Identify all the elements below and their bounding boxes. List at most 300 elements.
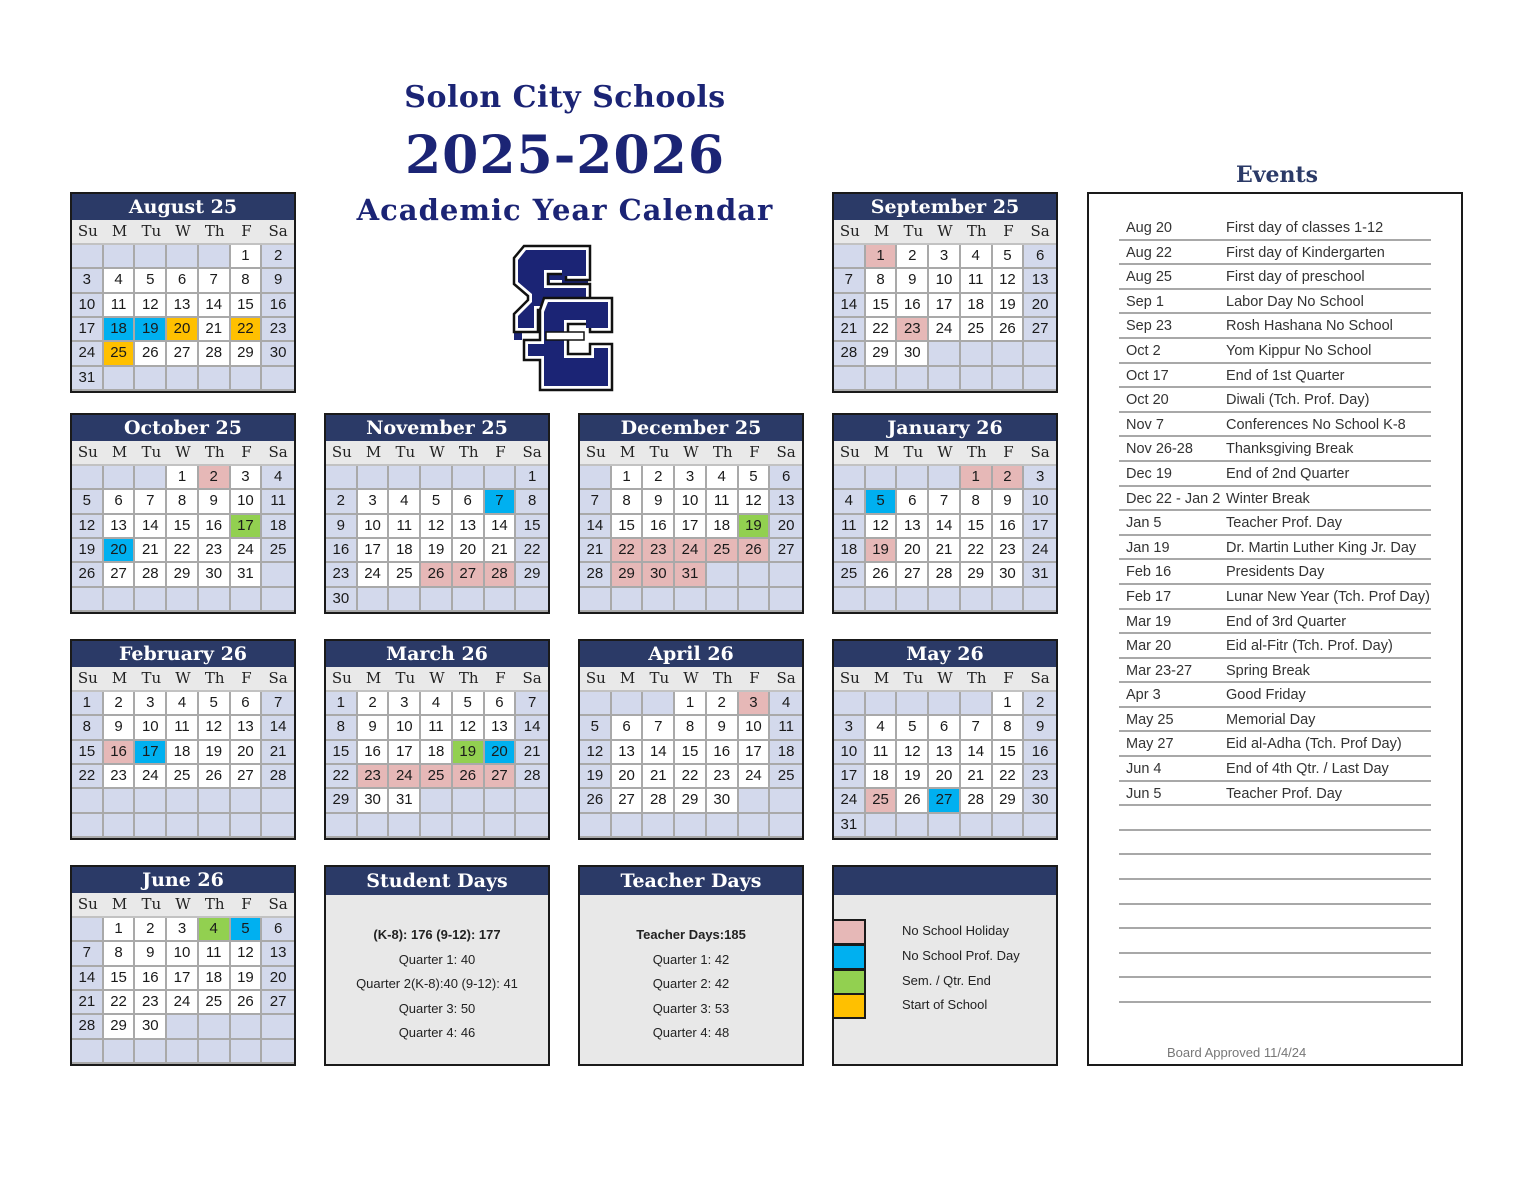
day-cell: 10 <box>72 294 104 318</box>
empty-cell <box>421 789 453 813</box>
blank-event-line <box>1119 929 1431 954</box>
empty-cell <box>231 814 263 838</box>
day-cell: 7 <box>135 490 167 514</box>
day-cell: 26 <box>453 765 485 789</box>
empty-cell <box>135 367 167 391</box>
day-cell: 14 <box>580 515 612 539</box>
day-cell: 7 <box>580 490 612 514</box>
day-cell: 15 <box>993 741 1025 765</box>
day-cell: 2 <box>1024 692 1056 716</box>
empty-cell <box>834 367 866 391</box>
day-cell: 23 <box>135 991 167 1015</box>
day-cell: 25 <box>421 765 453 789</box>
day-cell: 3 <box>739 692 771 716</box>
empty-cell <box>866 588 898 612</box>
day-cell: 21 <box>72 991 104 1015</box>
events-list <box>1119 216 1431 1003</box>
day-cell: 18 <box>866 765 898 789</box>
legend-item-prof-day <box>834 944 1056 968</box>
day-cell: 19 <box>897 765 929 789</box>
day-cell: 15 <box>961 515 993 539</box>
day-cell: 16 <box>1024 741 1056 765</box>
day-cell: 14 <box>485 515 517 539</box>
day-cell: 5 <box>897 716 929 740</box>
day-cell: 12 <box>135 294 167 318</box>
empty-cell <box>707 563 739 587</box>
empty-cell <box>326 466 358 490</box>
day-cell: 20 <box>612 765 644 789</box>
holiday-swatch-icon <box>832 919 866 945</box>
event-date: Oct 20 <box>1126 392 1169 409</box>
weekday-label: W <box>175 222 191 240</box>
weekday-header <box>72 667 294 692</box>
event-label: Eid al-Fitr (Tch. Prof. Day) <box>1226 638 1393 655</box>
empty-cell <box>167 1040 199 1064</box>
legend-label: No School Prof. Day <box>902 948 1020 963</box>
event-row <box>1119 487 1431 512</box>
event-row <box>1119 536 1431 561</box>
empty-cell <box>389 588 421 612</box>
day-cell: 13 <box>1024 269 1056 293</box>
empty-cell <box>135 1040 167 1064</box>
day-cell: 29 <box>516 563 548 587</box>
day-cell: 3 <box>167 918 199 942</box>
empty-cell <box>929 367 961 391</box>
weekday-label: W <box>175 895 191 913</box>
weekday-header <box>326 667 548 692</box>
empty-cell <box>262 563 294 587</box>
legend-item-start <box>834 993 1056 1017</box>
day-cell: 2 <box>707 692 739 716</box>
day-cell: 19 <box>199 741 231 765</box>
teacher-days-q4: Quarter 4: 48 <box>652 1025 730 1041</box>
empty-cell <box>199 245 231 269</box>
empty-cell <box>453 814 485 838</box>
day-cell: 18 <box>421 741 453 765</box>
day-cell: 10 <box>675 490 707 514</box>
empty-cell <box>770 814 802 838</box>
weekday-header <box>580 667 802 692</box>
day-cell: 24 <box>739 765 771 789</box>
day-cell: 28 <box>643 789 675 813</box>
empty-cell <box>262 814 294 838</box>
event-row <box>1119 388 1431 413</box>
day-cell: 7 <box>834 269 866 293</box>
day-cell: 8 <box>961 490 993 514</box>
student-days-total: (K-8): 176 (9-12): 177 <box>373 927 501 942</box>
day-cell: 21 <box>580 539 612 563</box>
event-date: Mar 20 <box>1126 638 1172 655</box>
empty-cell <box>1024 367 1056 391</box>
day-cell: 13 <box>485 716 517 740</box>
day-cell: 28 <box>199 342 231 366</box>
event-date: May 27 <box>1126 736 1174 753</box>
day-cell: 11 <box>389 515 421 539</box>
day-cell: 17 <box>1024 515 1056 539</box>
day-cell: 17 <box>739 741 771 765</box>
day-cell: 4 <box>834 490 866 514</box>
weekday-label: F <box>495 443 506 461</box>
day-cell: 8 <box>612 490 644 514</box>
day-cell: 10 <box>358 515 390 539</box>
day-cell: 7 <box>262 692 294 716</box>
empty-cell <box>421 588 453 612</box>
empty-cell <box>358 588 390 612</box>
empty-cell <box>612 692 644 716</box>
event-label: Lunar New Year (Tch. Prof Day) <box>1226 588 1430 605</box>
day-cell: 14 <box>199 294 231 318</box>
day-cell: 31 <box>231 563 263 587</box>
event-date: Oct 2 <box>1126 342 1161 359</box>
weekday-label: Sa <box>268 443 288 461</box>
day-cell: 8 <box>866 269 898 293</box>
day-cell: 21 <box>516 741 548 765</box>
day-cell: 11 <box>834 515 866 539</box>
weekday-label: Su <box>77 895 98 913</box>
day-cell: 19 <box>421 539 453 563</box>
day-cell: 4 <box>770 692 802 716</box>
day-cell: 27 <box>897 563 929 587</box>
weekday-label: Tu <box>395 669 416 687</box>
month-may-2026 <box>832 639 1058 840</box>
day-cell: 23 <box>199 539 231 563</box>
weekday-label: Sa <box>522 443 542 461</box>
event-row <box>1119 708 1431 733</box>
teacher-days-q1: Quarter 1: 42 <box>652 951 730 967</box>
day-cell: 9 <box>897 269 929 293</box>
empty-cell <box>834 245 866 269</box>
weekday-label: W <box>937 443 953 461</box>
empty-cell <box>389 466 421 490</box>
qtr-end-swatch-icon <box>832 969 866 995</box>
day-cell: 2 <box>262 245 294 269</box>
day-cell: 18 <box>961 294 993 318</box>
day-cell: 1 <box>866 245 898 269</box>
empty-cell <box>612 588 644 612</box>
empty-cell <box>993 367 1025 391</box>
day-cell: 8 <box>326 716 358 740</box>
day-cell: 14 <box>929 515 961 539</box>
weekday-label: Su <box>331 669 352 687</box>
event-row <box>1119 265 1431 290</box>
day-cell: 4 <box>961 245 993 269</box>
day-cell: 20 <box>897 539 929 563</box>
weekday-label: M <box>873 443 890 461</box>
event-row <box>1119 314 1431 339</box>
student-days-q3: Quarter 3: 50 <box>398 1000 476 1016</box>
day-cell: 27 <box>167 342 199 366</box>
day-cell: 13 <box>262 942 294 966</box>
empty-cell <box>485 814 517 838</box>
day-cell: 14 <box>643 741 675 765</box>
day-cell: 12 <box>231 942 263 966</box>
day-cell: 17 <box>929 294 961 318</box>
empty-cell <box>231 789 263 813</box>
event-date: Jan 5 <box>1126 515 1162 532</box>
day-cell: 28 <box>834 342 866 366</box>
empty-cell <box>834 466 866 490</box>
empty-cell <box>1024 342 1056 366</box>
day-cell: 2 <box>199 466 231 490</box>
day-cell: 5 <box>580 716 612 740</box>
event-date: Sep 23 <box>1126 318 1172 335</box>
empty-cell <box>104 367 136 391</box>
weekday-label: W <box>937 222 953 240</box>
weekday-header <box>72 220 294 245</box>
day-cell: 10 <box>167 942 199 966</box>
empty-cell <box>72 1040 104 1064</box>
day-cell: 2 <box>135 918 167 942</box>
empty-cell <box>961 588 993 612</box>
day-cell: 14 <box>135 515 167 539</box>
weekday-label: F <box>1003 669 1014 687</box>
day-cell: 13 <box>231 716 263 740</box>
event-label: Thanksgiving Break <box>1226 441 1354 458</box>
day-cell: 22 <box>866 318 898 342</box>
event-label: First day of preschool <box>1226 269 1365 286</box>
legend-label: No School Holiday <box>902 923 1009 938</box>
day-cell: 15 <box>516 515 548 539</box>
day-cell: 20 <box>453 539 485 563</box>
event-date: Oct 17 <box>1126 367 1169 384</box>
legend-item-qtr-end <box>834 969 1056 993</box>
empty-cell <box>231 1040 263 1064</box>
day-cell: 15 <box>231 294 263 318</box>
day-cell: 30 <box>897 342 929 366</box>
day-cell: 25 <box>167 765 199 789</box>
empty-cell <box>770 588 802 612</box>
event-row <box>1119 437 1431 462</box>
weekday-label: Sa <box>1030 443 1050 461</box>
event-label: End of 1st Quarter <box>1226 367 1345 384</box>
event-row <box>1119 634 1431 659</box>
day-cell: 6 <box>453 490 485 514</box>
day-cell: 8 <box>516 490 548 514</box>
day-cell: 19 <box>993 294 1025 318</box>
day-cell: 24 <box>834 789 866 813</box>
empty-cell <box>897 367 929 391</box>
weekday-label: Th <box>712 669 733 687</box>
day-cell: 11 <box>262 490 294 514</box>
month-june-2026 <box>70 865 296 1066</box>
blank-event-line <box>1119 806 1431 831</box>
event-date: Jan 19 <box>1126 539 1170 556</box>
day-cell: 29 <box>993 789 1025 813</box>
day-cell: 2 <box>326 490 358 514</box>
day-cell: 20 <box>231 741 263 765</box>
weekday-label: Tu <box>395 443 416 461</box>
weekday-label: Th <box>458 443 479 461</box>
day-cell: 27 <box>1024 318 1056 342</box>
event-date: Nov 26-28 <box>1126 441 1193 458</box>
empty-cell <box>929 692 961 716</box>
teacher-days-total: Teacher Days:185 <box>636 927 746 942</box>
day-cell: 1 <box>72 692 104 716</box>
empty-cell <box>167 1015 199 1039</box>
event-date: Jun 5 <box>1126 785 1162 802</box>
day-cell: 16 <box>104 741 136 765</box>
day-cell: 25 <box>707 539 739 563</box>
day-cell: 6 <box>929 716 961 740</box>
weekday-header <box>834 441 1056 466</box>
day-cell: 8 <box>104 942 136 966</box>
event-date: Aug 22 <box>1126 244 1172 261</box>
empty-cell <box>929 814 961 838</box>
empty-cell <box>167 245 199 269</box>
day-cell: 3 <box>135 692 167 716</box>
day-cell: 27 <box>262 991 294 1015</box>
day-cell: 29 <box>167 563 199 587</box>
day-cell: 15 <box>866 294 898 318</box>
day-cell: 22 <box>675 765 707 789</box>
empty-cell <box>231 367 263 391</box>
weekday-label: Th <box>204 443 225 461</box>
empty-cell <box>1024 588 1056 612</box>
event-row <box>1119 757 1431 782</box>
day-cell: 21 <box>643 765 675 789</box>
day-cell: 7 <box>485 490 517 514</box>
weekday-label: F <box>495 669 506 687</box>
day-cell: 5 <box>421 490 453 514</box>
empty-cell <box>453 466 485 490</box>
event-label: Yom Kippur No School <box>1226 342 1372 359</box>
day-cell: 12 <box>580 741 612 765</box>
day-cell: 1 <box>993 692 1025 716</box>
day-cell: 6 <box>262 918 294 942</box>
weekday-label: M <box>619 443 636 461</box>
day-cell: 19 <box>739 515 771 539</box>
empty-cell <box>707 588 739 612</box>
event-label: Eid al-Adha (Tch. Prof Day) <box>1226 736 1402 753</box>
weekday-label: Su <box>77 222 98 240</box>
weekday-label: Sa <box>1030 222 1050 240</box>
empty-cell <box>358 466 390 490</box>
empty-cell <box>485 789 517 813</box>
event-label: Conferences No School K-8 <box>1226 416 1406 433</box>
day-cell: 21 <box>961 765 993 789</box>
day-cell: 10 <box>834 741 866 765</box>
empty-cell <box>580 466 612 490</box>
day-cell: 28 <box>485 563 517 587</box>
day-cell: 6 <box>770 466 802 490</box>
weekday-label: Sa <box>268 895 288 913</box>
day-cell: 20 <box>262 967 294 991</box>
empty-cell <box>770 563 802 587</box>
day-cell: 18 <box>199 967 231 991</box>
weekday-label: Su <box>839 669 860 687</box>
day-cell: 24 <box>389 765 421 789</box>
day-cell: 27 <box>104 563 136 587</box>
empty-cell <box>135 466 167 490</box>
event-label: Spring Break <box>1226 662 1310 679</box>
weekday-label: M <box>619 669 636 687</box>
month-title: March 26 <box>326 641 548 667</box>
empty-cell <box>262 1015 294 1039</box>
day-cell: 25 <box>961 318 993 342</box>
month-september-2025 <box>832 192 1058 393</box>
day-cell: 10 <box>929 269 961 293</box>
day-cell: 29 <box>104 1015 136 1039</box>
day-cell: 4 <box>707 466 739 490</box>
event-label: End of 2nd Quarter <box>1226 465 1350 482</box>
empty-cell <box>72 245 104 269</box>
empty-cell <box>516 814 548 838</box>
student-days-q2: Quarter 2(K-8):40 (9-12): 41 <box>356 976 518 992</box>
weekday-label: Th <box>966 669 987 687</box>
empty-cell <box>104 1040 136 1064</box>
day-cell: 24 <box>929 318 961 342</box>
day-cell: 24 <box>358 563 390 587</box>
day-cell: 26 <box>739 539 771 563</box>
day-grid <box>72 245 294 391</box>
day-cell: 6 <box>897 490 929 514</box>
day-cell: 26 <box>866 563 898 587</box>
empty-cell <box>453 789 485 813</box>
day-cell: 28 <box>135 563 167 587</box>
weekday-label: Th <box>204 222 225 240</box>
day-cell: 9 <box>262 269 294 293</box>
start-swatch-icon <box>832 993 866 1019</box>
events-panel <box>1087 192 1463 1066</box>
legend-label: Sem. / Qtr. End <box>902 973 991 988</box>
day-cell: 3 <box>1024 466 1056 490</box>
weekday-label: F <box>1003 443 1014 461</box>
day-cell: 29 <box>675 789 707 813</box>
weekday-label: M <box>873 222 890 240</box>
empty-cell <box>199 367 231 391</box>
weekday-label: Sa <box>268 669 288 687</box>
empty-cell <box>961 342 993 366</box>
day-cell: 31 <box>1024 563 1056 587</box>
day-cell: 4 <box>866 716 898 740</box>
weekday-label: M <box>111 669 128 687</box>
weekday-label: Sa <box>522 669 542 687</box>
weekday-label: Su <box>839 443 860 461</box>
day-cell: 30 <box>993 563 1025 587</box>
weekday-header <box>326 441 548 466</box>
day-cell: 4 <box>167 692 199 716</box>
day-cell: 18 <box>707 515 739 539</box>
day-cell: 15 <box>612 515 644 539</box>
day-cell: 12 <box>421 515 453 539</box>
empty-cell <box>643 692 675 716</box>
day-cell: 16 <box>326 539 358 563</box>
weekday-label: F <box>749 669 760 687</box>
day-cell: 17 <box>358 539 390 563</box>
day-cell: 23 <box>358 765 390 789</box>
day-cell: 31 <box>834 814 866 838</box>
day-cell: 17 <box>389 741 421 765</box>
school-year: 2025-2026 <box>404 125 726 186</box>
day-cell: 26 <box>231 991 263 1015</box>
day-cell: 1 <box>612 466 644 490</box>
day-cell: 22 <box>326 765 358 789</box>
empty-cell <box>199 1040 231 1064</box>
empty-cell <box>580 588 612 612</box>
day-cell: 21 <box>262 741 294 765</box>
event-row <box>1119 610 1431 635</box>
day-cell: 16 <box>135 967 167 991</box>
day-cell: 28 <box>929 563 961 587</box>
day-cell: 18 <box>834 539 866 563</box>
empty-cell <box>993 342 1025 366</box>
day-cell: 1 <box>167 466 199 490</box>
day-cell: 28 <box>516 765 548 789</box>
day-cell: 9 <box>643 490 675 514</box>
event-date: Mar 19 <box>1126 613 1172 630</box>
day-cell: 15 <box>326 741 358 765</box>
day-cell: 21 <box>834 318 866 342</box>
